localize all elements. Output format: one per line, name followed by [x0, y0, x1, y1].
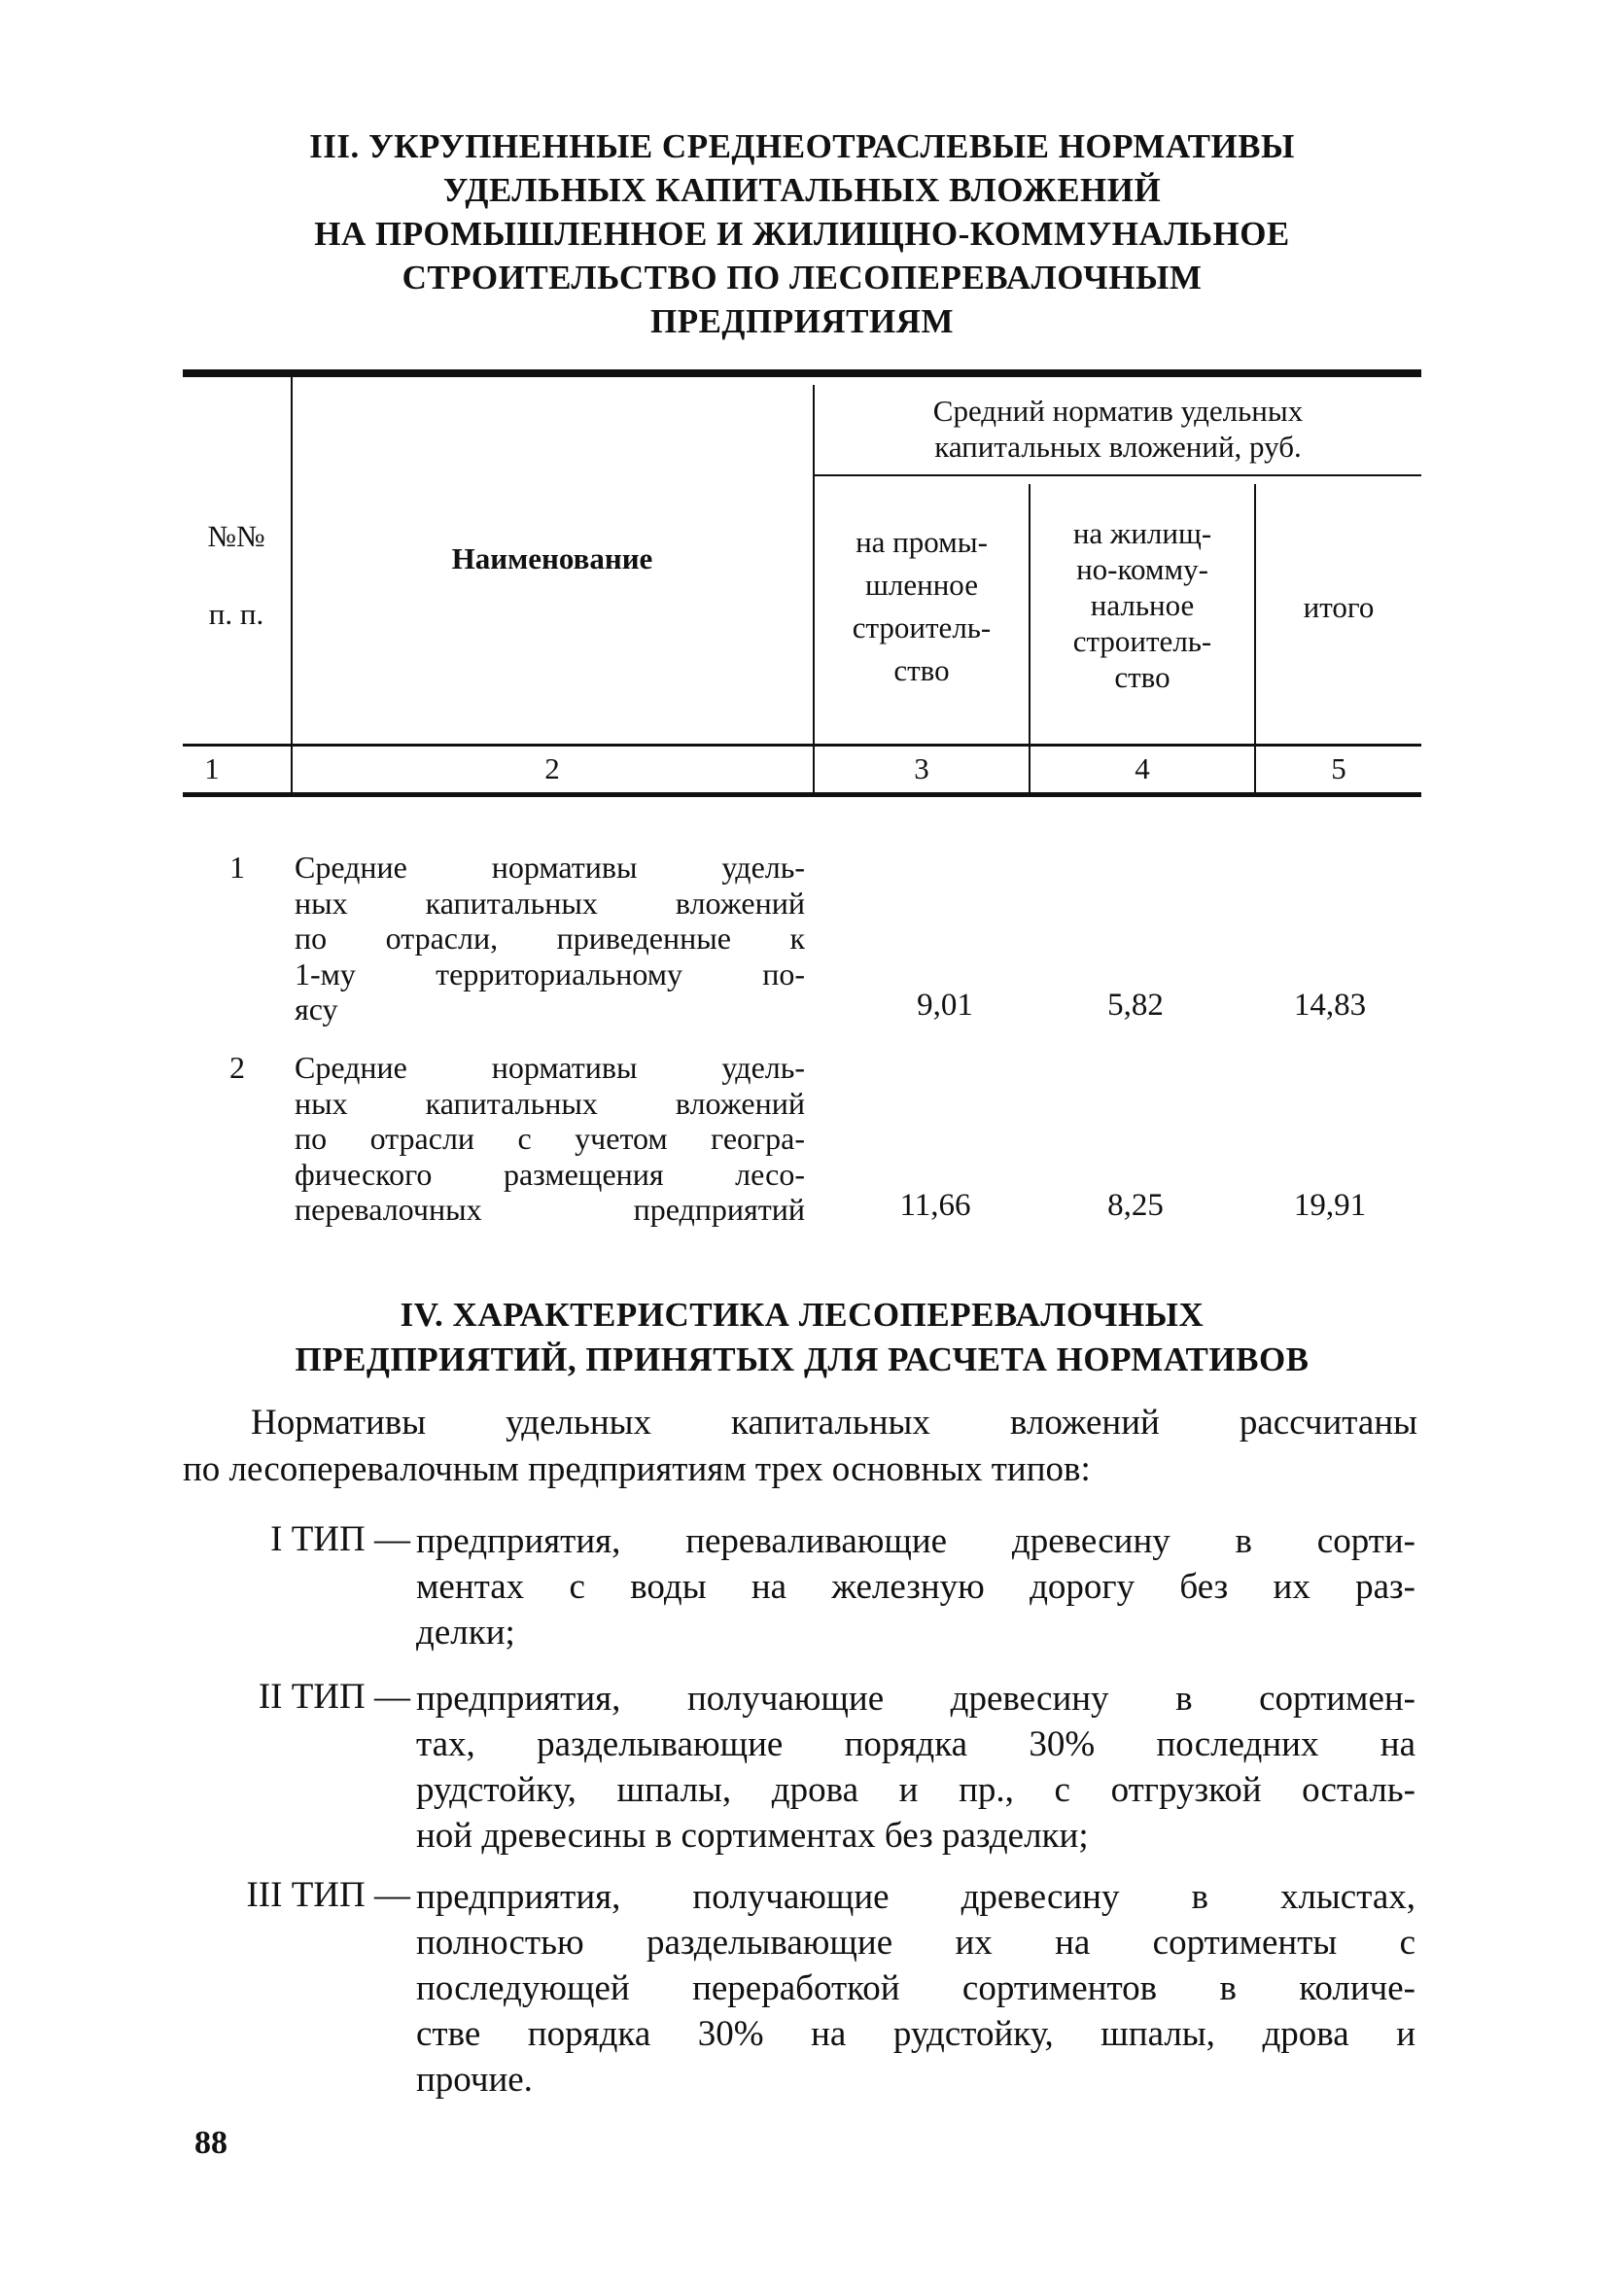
- title-line: ПРЕДПРИЯТИЯМ: [649, 302, 954, 340]
- header-line: ство: [1114, 660, 1170, 694]
- value-total: 19,91: [1293, 1188, 1367, 1223]
- row-name-line: ясу: [295, 991, 338, 1026]
- row-name-line: Средние нормативы удель-: [295, 850, 805, 885]
- header-line: строитель-: [1072, 624, 1212, 658]
- column-number: 1: [204, 751, 220, 785]
- type-line: прочие.: [416, 2060, 533, 2100]
- table-top-rule: [183, 369, 1421, 377]
- title-line: III. УКРУПНЕННЫЕ СРЕДНЕОТРАСЛЕВЫЕ НОРМАТИВЫ: [309, 127, 1295, 165]
- title-line: СТРОИТЕЛЬСТВО ПО ЛЕСОПЕРЕВАЛОЧНЫМ: [402, 259, 1203, 296]
- title-line: IV. ХАРАКТЕРИСТИКА ЛЕСОПЕРЕВАЛОЧНЫХ: [400, 1296, 1205, 1334]
- header-line: нальное: [1090, 588, 1195, 622]
- page-number: 88: [194, 2125, 227, 2161]
- type-label: II ТИП —: [258, 1677, 410, 1717]
- row-name-line: 1-му территориальному по-: [295, 956, 805, 991]
- type-line: последующей переработкой сортиментов в количе-: [416, 1968, 1415, 2008]
- row-number: 2: [229, 1050, 245, 1085]
- paragraph-line: по лесоперевалочным предприятиям трех основных типов:: [183, 1449, 1091, 1489]
- title-line: УДЕЛЬНЫХ КАПИТАЛЬНЫХ ВЛОЖЕНИЙ: [442, 171, 1162, 209]
- row-number: 1: [229, 850, 245, 885]
- header-group-line: Средний норматив удельных: [932, 394, 1304, 428]
- column-number: 5: [1331, 751, 1346, 785]
- header-line: строитель-: [852, 610, 992, 644]
- header-housing: [1031, 515, 1254, 695]
- header-line: шленное: [865, 568, 978, 602]
- column-number: 3: [914, 751, 929, 785]
- header-num-line: п. п.: [208, 597, 264, 631]
- type-line: стве порядка 30% на рудстойку, шпалы, дрова и: [416, 2014, 1415, 2054]
- type-description: [416, 1874, 1415, 2103]
- header-total: итого: [1303, 590, 1375, 624]
- header-num: [183, 498, 290, 653]
- value-industrial: 9,01: [917, 988, 973, 1023]
- type-line: предприятия, получающие древесину в хлыстах,: [416, 1877, 1415, 1917]
- column-number: 4: [1135, 751, 1150, 785]
- type-line: тах, разделывающие порядка 30% последних на: [416, 1724, 1415, 1764]
- type-description: [416, 1518, 1415, 1655]
- column-number: 2: [544, 751, 560, 785]
- row-name-line: Средние нормативы удель-: [295, 1050, 805, 1085]
- value-industrial: 11,66: [899, 1188, 971, 1223]
- value-total: 14,83: [1293, 988, 1367, 1023]
- header-num-line: №№: [207, 519, 265, 553]
- type-line: ной древесины в сортиментах без разделки;: [416, 1816, 1089, 1856]
- type-line: полностью разделывающие их на сортименты с: [416, 1923, 1415, 1963]
- column-divider: [291, 377, 293, 795]
- type-line: рудстойку, шпалы, дрова и пр., с отгрузкой осталь-: [416, 1770, 1415, 1810]
- type-label: I ТИП —: [270, 1519, 410, 1559]
- paragraph-line: Нормативы удельных капитальных вложений рассчитаны: [251, 1403, 1417, 1443]
- row-name-line: фического размещения лесо-: [295, 1156, 805, 1192]
- header-bottom-rule: [183, 744, 1421, 747]
- title-line: НА ПРОМЫШЛЕННОЕ И ЖИЛИЩНО-КОММУНАЛЬНОЕ: [314, 215, 1290, 253]
- type-line: ментах с воды на железную дорогу без их раз-: [416, 1567, 1415, 1607]
- row-name-line: ных капитальных вложений: [295, 885, 805, 921]
- row-name: [295, 1050, 805, 1228]
- row-name-line: перевалочных предприятий: [295, 1192, 805, 1227]
- row-name-line: по отрасли, приведенные к: [295, 921, 805, 956]
- section-4-title: [183, 1293, 1421, 1382]
- group-header-rule: [815, 474, 1421, 476]
- header-group-line: капитальных вложений, руб.: [934, 430, 1302, 464]
- header-group: [815, 393, 1421, 465]
- section-3-title: [183, 124, 1421, 343]
- row-name-line: по отрасли с учетом геогра-: [295, 1121, 805, 1156]
- type-line: предприятия, получающие древесину в сортимен-: [416, 1679, 1415, 1719]
- header-line: ство: [893, 653, 950, 687]
- header-line: на жилищ-: [1072, 516, 1212, 550]
- table-header-end-rule: [183, 792, 1421, 797]
- header-line: на промы-: [856, 525, 988, 559]
- type-description: [416, 1676, 1415, 1859]
- type-label: III ТИП —: [246, 1875, 410, 1915]
- column-divider: [1254, 484, 1256, 795]
- row-name-line: ных капитальных вложений: [295, 1085, 805, 1121]
- type-line: делки;: [416, 1613, 515, 1652]
- value-housing: 5,82: [1107, 988, 1164, 1023]
- intro-paragraph: [183, 1400, 1417, 1493]
- row-name: [295, 850, 805, 1027]
- title-line: ПРЕДПРИЯТИЙ, ПРИНЯТЫХ ДЛЯ РАСЧЕТА НОРМАТИВОВ: [295, 1340, 1310, 1378]
- type-line: предприятия, переваливающие древесину в сорти-: [416, 1521, 1415, 1561]
- header-industrial: [815, 521, 1029, 692]
- value-housing: 8,25: [1107, 1188, 1164, 1223]
- header-name: Наименование: [451, 541, 653, 575]
- header-line: но-комму-: [1076, 552, 1208, 586]
